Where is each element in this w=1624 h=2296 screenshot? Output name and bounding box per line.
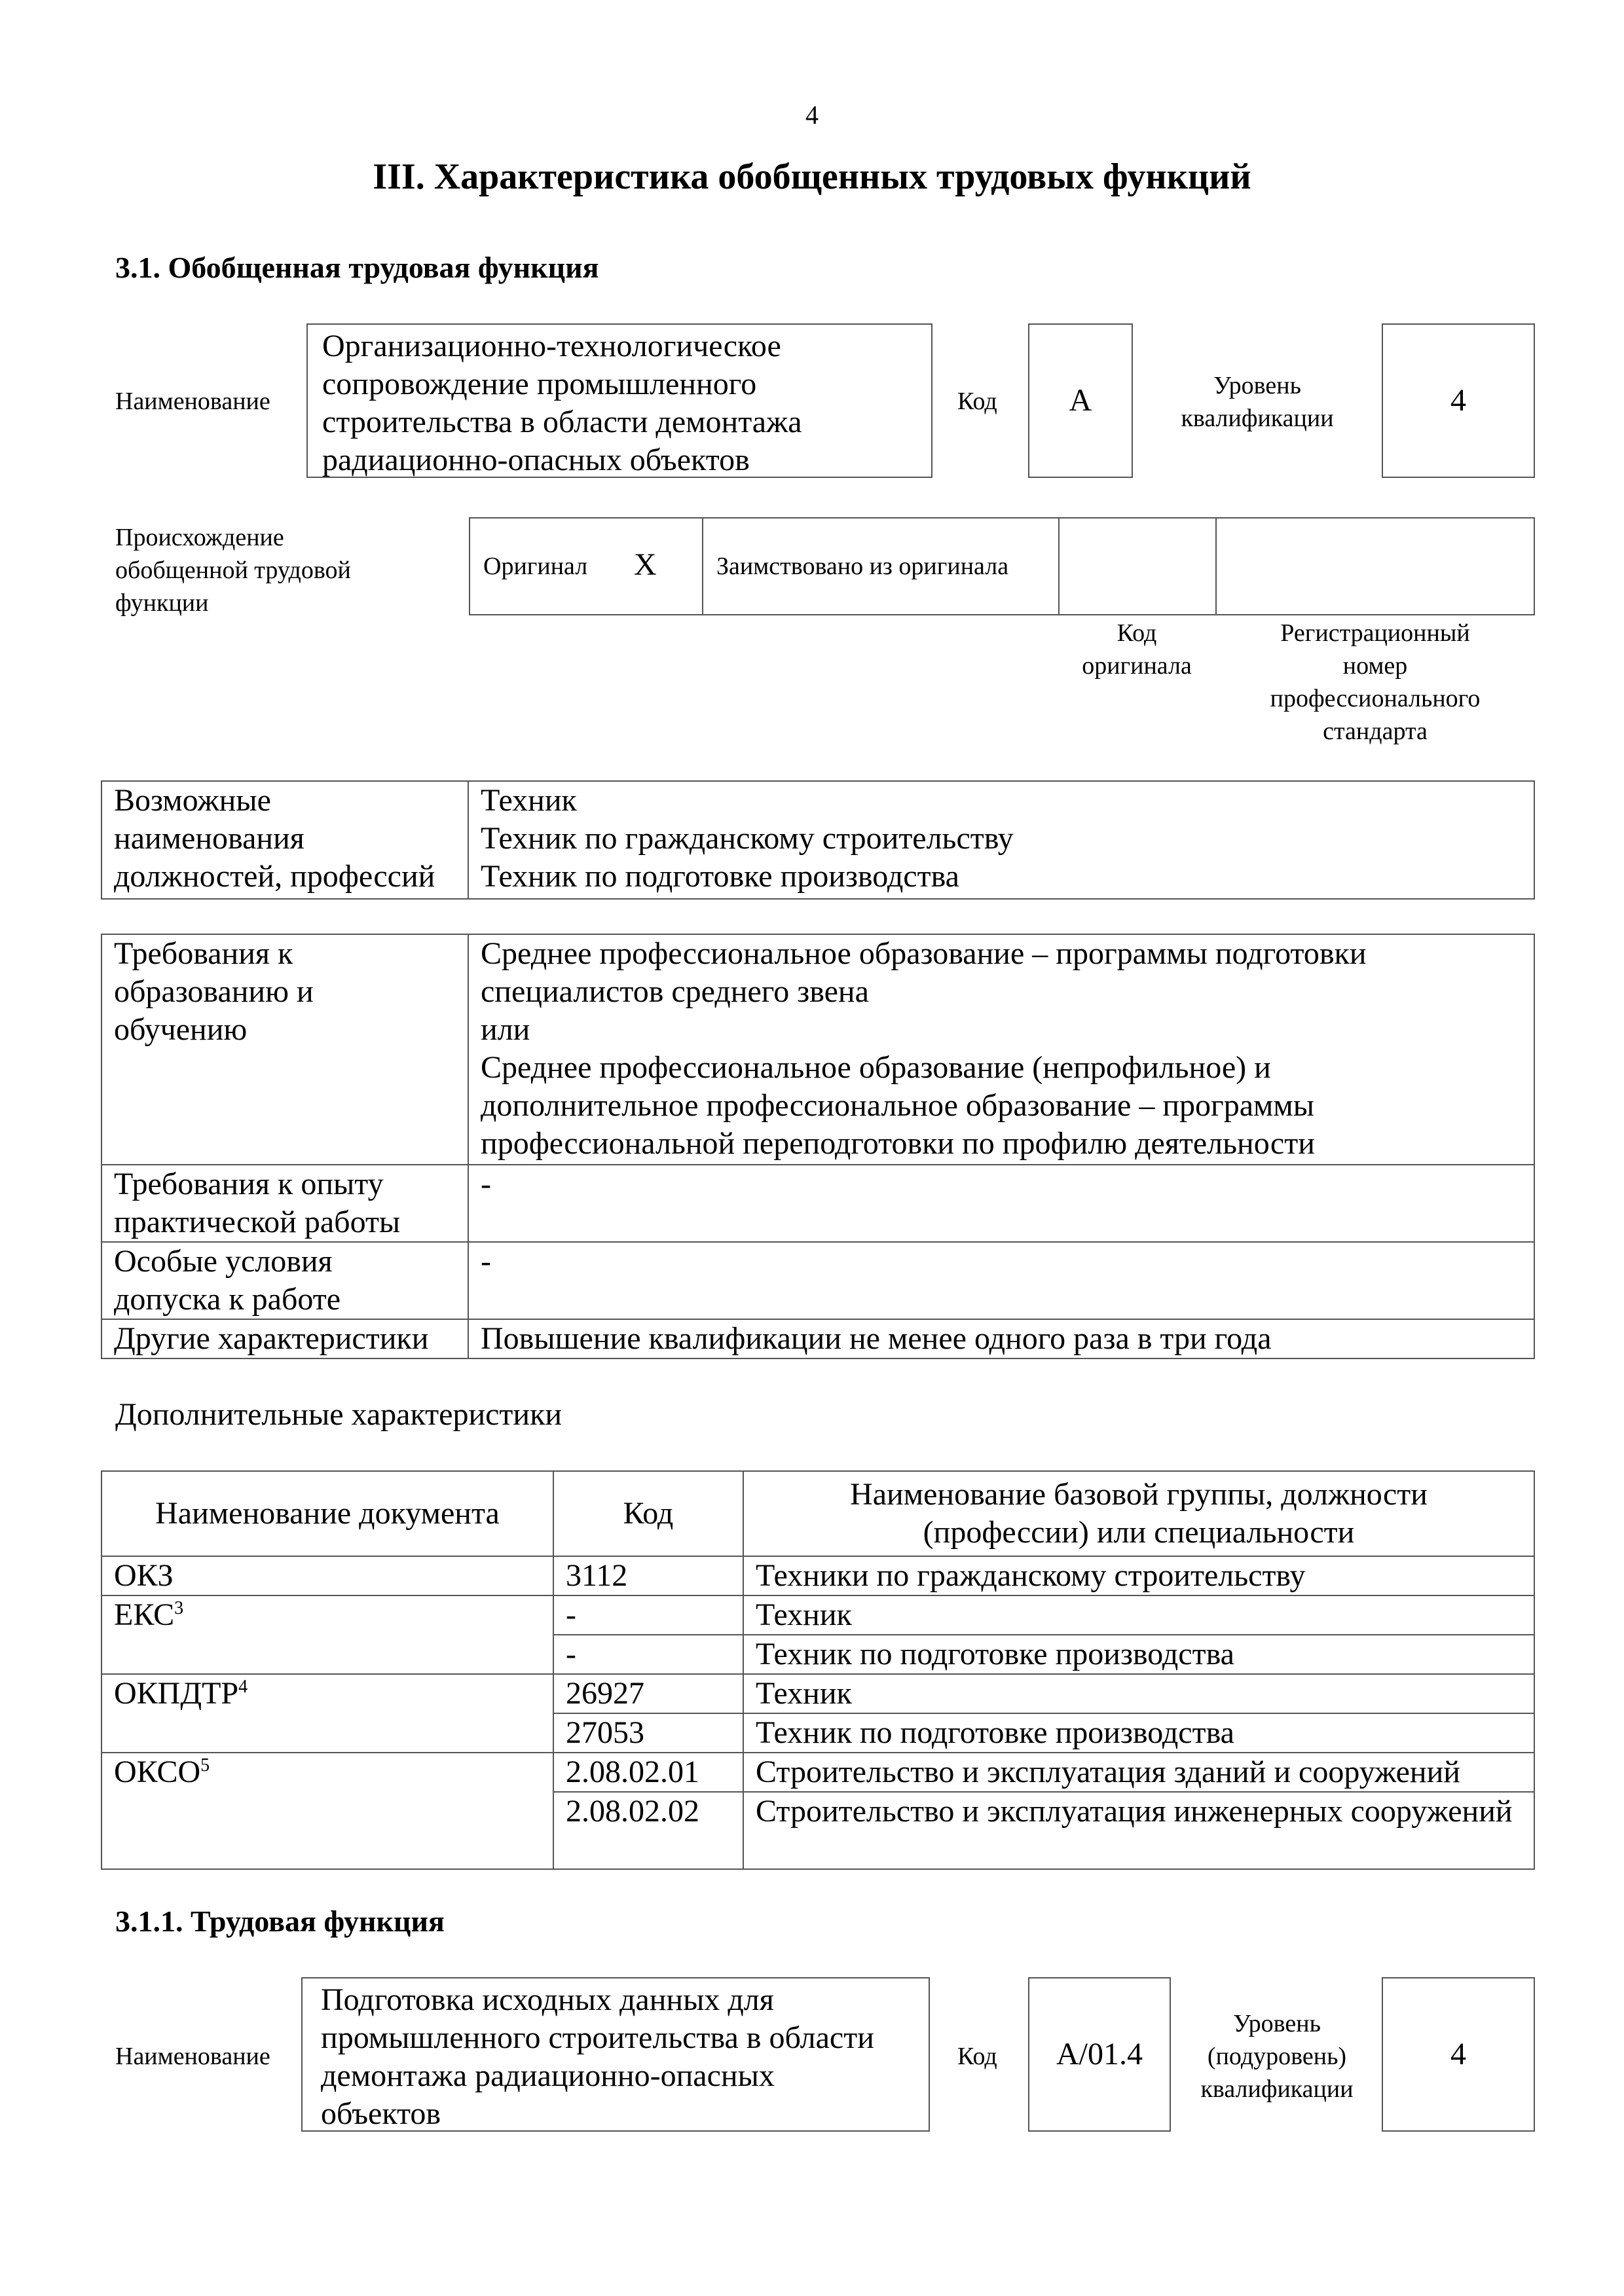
gtf-name-box [306,323,932,478]
label-line: Особые условия [114,1244,333,1279]
gtf-name-line: радиационно-опасных объектов [322,443,750,477]
code-cell: 2.08.02.01 [553,1753,743,1792]
header-doc: Наименование документа [101,1471,553,1556]
gtf-name-label: Наименование [115,388,270,415]
reg-number-caption [1215,617,1535,748]
label-line: Другие характеристики [114,1321,429,1356]
origin-label-line: функции [115,589,209,617]
header-name [743,1471,1534,1556]
tf-level-label-line: Уровень [1233,2010,1321,2037]
requirement-row [101,1165,1534,1242]
name-cell: Техники по гражданскому строительству [743,1556,1534,1595]
doc-name: ОКЗ [114,1558,174,1593]
positions-label-line: Возможные [114,783,271,818]
code-cell: 2.08.02.02 [553,1792,743,1869]
doc-cell [101,1556,553,1595]
tf-heading: 3.1.1. Трудовая функция [115,1904,445,1938]
code-cell: 27053 [553,1713,743,1753]
caption-line: оригинала [1082,652,1192,680]
tf-code-box [1028,1977,1171,2132]
borrowed-label: Заимствовано из оригинала [716,553,1009,580]
gtf-code-label: Код [957,388,997,415]
positions-label-line: должностей, профессий [114,859,435,894]
tf-level-label [1179,2007,1375,2105]
gtf-level-label-line: квалификации [1181,405,1334,432]
tf-name-line: промышленного строительства в области [321,2020,874,2055]
original-label: Оригинал [483,553,588,580]
doc-cell [101,1674,553,1753]
position-item: Техник по подготовке производства [481,859,959,894]
positions-values [468,781,1534,899]
value-line: профессиональной переподготовки по профилю деятельности [481,1126,1315,1161]
header-name-line: (профессии) или специальности [923,1515,1355,1550]
doc-cell [101,1595,553,1674]
name-cell: Техник по подготовке производства [743,1635,1534,1674]
requirements-table [101,934,1535,1359]
table-row [101,1556,1534,1595]
requirement-label [101,934,468,1165]
name-cell: Строительство и эксплуатация инженерных сооружений [743,1792,1534,1869]
label-line: Требования к [114,936,293,971]
gtf-level-label [1153,369,1362,435]
additional-table [101,1470,1535,1870]
requirement-value [468,934,1534,1165]
requirement-value [468,1165,1534,1242]
value-line: дополнительное профессиональное образование – программы [481,1088,1315,1123]
label-line: практической работы [114,1205,401,1239]
requirement-value [468,1319,1534,1358]
origin-label-line: Происхождение [115,524,284,551]
tf-level-label-line: квалификации [1200,2075,1354,2103]
positions-label [101,781,468,899]
value-line: или [481,1012,530,1047]
doc-name: ОКСО [114,1755,201,1789]
positions-table [101,780,1535,900]
code-cell: 3112 [553,1556,743,1595]
doc-cell [101,1753,553,1869]
section-title: III. Характеристика обобщенных трудовых функций [373,156,1251,197]
tf-name-box [301,1977,930,2132]
code-cell: - [553,1635,743,1674]
table-row [101,1753,1534,1792]
position-item: Техник [481,783,577,818]
requirement-row [101,934,1534,1165]
tf-code: А/01.4 [1056,2037,1143,2071]
tf-level-label-line: (подуровень) [1207,2043,1347,2070]
caption-line: номер [1342,652,1408,680]
name-cell: Строительство и эксплуатация зданий и сооружений [743,1753,1534,1792]
origin-label [115,521,351,619]
requirement-value [468,1242,1534,1319]
gtf-heading: 3.1. Обобщенная трудовая функция [115,251,599,284]
doc-name: ОКПДТР [114,1676,239,1711]
tf-name-label: Наименование [115,2043,270,2070]
value-line: - [481,1167,491,1201]
caption-line: Код [1116,619,1157,647]
footnote-ref: 3 [174,1598,184,1618]
requirement-label [101,1242,468,1319]
table-row [101,1595,1534,1635]
table-row [101,1674,1534,1713]
gtf-level-label-line: Уровень [1213,372,1301,399]
requirement-row [101,1242,1534,1319]
gtf-level: 4 [1450,383,1466,418]
label-line: обучению [114,1012,248,1047]
header-name-line: Наименование базовой группы, должности [850,1477,1428,1512]
position-item: Техник по гражданскому строительству [481,821,1014,856]
code-original-caption [1058,617,1215,682]
footnote-ref: 5 [200,1755,210,1776]
value-line: Среднее профессиональное образование – программы подготовки [481,936,1367,971]
page-number: 4 [805,100,819,130]
gtf-name-line: сопровождение промышленного [322,367,757,401]
origin-label-line: обобщенной трудовой [115,556,351,584]
tf-level-box [1382,1977,1535,2132]
requirement-label [101,1165,468,1242]
additional-title: Дополнительные характеристики [115,1397,563,1432]
label-line: Требования к опыту [114,1167,384,1201]
tf-name-line: Подготовка исходных данных для [321,1982,774,2017]
value-line: Среднее профессиональное образование (непрофильное) и [481,1050,1271,1085]
caption-line: профессионального [1270,685,1481,712]
name-cell: Техник по подготовке производства [743,1713,1534,1753]
name-cell: Техник [743,1595,1534,1635]
code-cell: 26927 [553,1674,743,1713]
tf-level: 4 [1450,2037,1466,2071]
code-cell: - [553,1595,743,1635]
tf-name-line: объектов [321,2096,441,2131]
gtf-code-box [1028,323,1133,478]
requirement-row [101,1319,1534,1358]
gtf-name-line: Организационно-технологическое [322,329,781,363]
caption-line: Регистрационный [1280,619,1470,647]
header-code: Код [553,1471,743,1556]
gtf-name-line: строительства в области демонтажа [322,405,802,439]
footnote-ref: 4 [238,1677,248,1697]
header-row [101,1471,1534,1556]
caption-line: стандарта [1323,718,1428,745]
value-line: специалистов среднего звена [481,974,869,1009]
gtf-level-box [1382,323,1535,478]
name-cell: Техник [743,1674,1534,1713]
value-line: - [481,1244,491,1279]
original-mark: X [634,547,657,582]
label-line: допуска к работе [114,1282,341,1317]
positions-label-line: наименования [114,821,304,856]
requirement-label [101,1319,468,1358]
gtf-code: А [1069,383,1092,418]
tf-name-line: демонтажа радиационно-опасных [321,2058,775,2093]
label-line: образованию и [114,974,314,1009]
doc-name: ЕКС [114,1597,175,1632]
value-line: Повышение квалификации не менее одного раза в три года [481,1321,1272,1356]
tf-code-label: Код [957,2043,997,2070]
